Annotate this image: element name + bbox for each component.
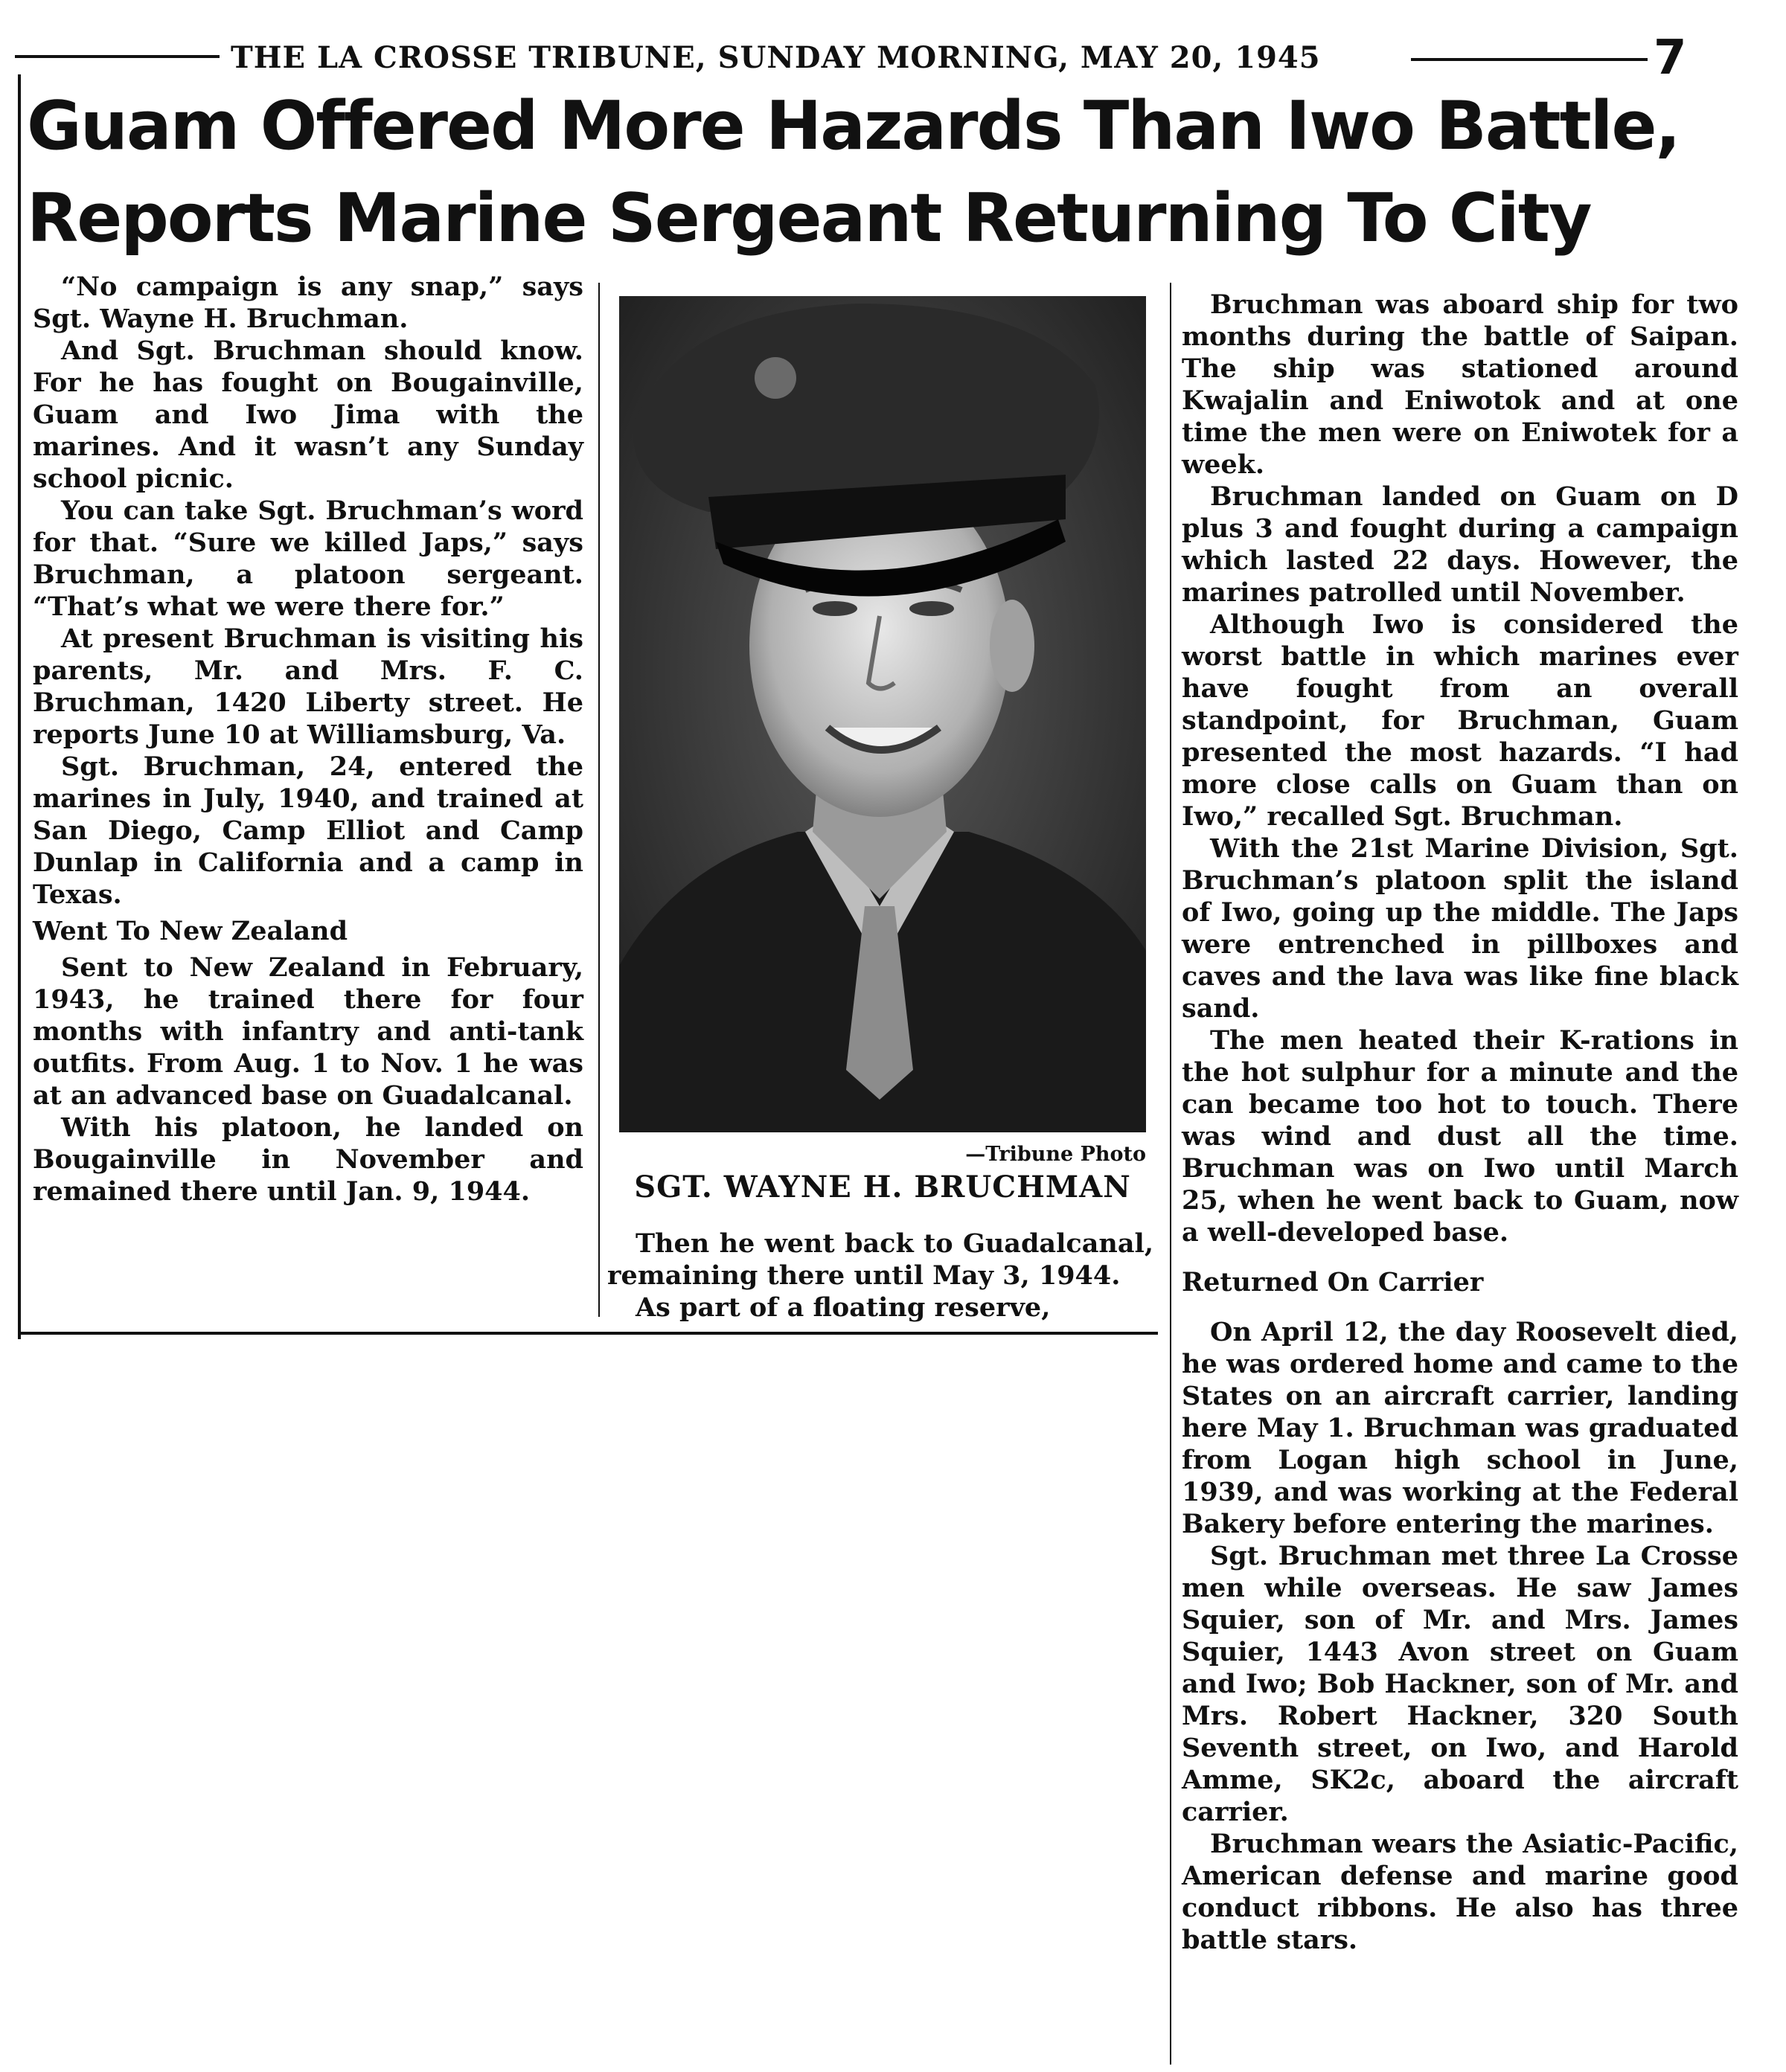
bottom-rule	[21, 1332, 1158, 1335]
paragraph: Bruchman was aboard ship for two months during the battle of Saipan. The ship was stationed around Kwajalin and Eniwotok and at one time the men were on Eniwotek for a week.	[1182, 289, 1738, 480]
column-divider-2	[1170, 283, 1171, 2065]
paragraph: Sgt. Bruchman met three La Crosse men while overseas. He saw James Squier, son of Mr. and Mrs. James Squier, 1443 Avon street on Guam and Iwo; Bob Hackner, son of Mr. and Mrs. Robert Hackner, 320 South Seventh street, on Iwo, and Harold Amme, SK2c, aboard the aircraft carrier.	[1182, 1541, 1738, 1827]
paragraph: As part of a floating reserve,	[636, 1292, 1051, 1323]
paragraph: “No campaign is any snap,” says Sgt. Wayne H. Bruchman.	[33, 272, 583, 334]
portrait-photo	[619, 296, 1146, 1132]
photo-caption: SGT. WAYNE H. BRUCHMAN	[634, 1170, 1131, 1205]
paragraph: The men heated their K-rations in the hot sulphur for a minute and the can became too hot to touch. There was wind and dust all the time. Bruchman was on Iwo until March 25, when he went back to Guam, now a well-developed base.	[1182, 1025, 1738, 1248]
paragraph: Bruchman wears the Asiatic-Pacific, American defense and marine good conduct ribbons. He also has three battle stars.	[1182, 1829, 1738, 1955]
column-divider-1	[598, 283, 600, 1317]
subhead-new-zealand: Went To New Zealand	[33, 916, 348, 946]
dateline-text: THE LA CROSSE TRIBUNE, SUNDAY MORNING, MAY 20, 1945	[231, 40, 1321, 75]
article-column-1	[33, 271, 583, 1207]
paragraph: And Sgt. Bruchman should know. For he has fought on Bougainville, Guam and Iwo Jima with the marines. And it wasn’t any Sunday school picnic.	[33, 336, 583, 494]
paragraph: Sent to New Zealand in February, 1943, he trained there for four months with infantry and anti-tank outfits. From Aug. 1 to Nov. 1 he was at an advanced base on Guadalcanal.	[33, 952, 583, 1111]
dateline	[0, 30, 1786, 86]
photo-credit: —Tribune Photo	[965, 1143, 1146, 1166]
paragraph: Sgt. Bruchman, 24, entered the marines in July, 1940, and trained at San Diego, Camp Elliot and Camp Dunlap in California and a camp in Texas.	[33, 751, 583, 910]
paragraph: You can take Sgt. Bruchman’s word for that. “Sure we killed Japs,” says Bruchman, a platoon sergeant. “That’s what we were there for.”	[33, 495, 583, 622]
portrait-illustration	[619, 296, 1146, 1132]
paragraph: On April 12, the day Roosevelt died, he was ordered home and came to the States on an aircraft carrier, landing here May 1. Bruchman was graduated from Logan high school in June, 1939, and was working at the Federal Bakery before entering the marines.	[1182, 1317, 1738, 1539]
paragraph: Bruchman landed on Guam on D plus 3 and fought during a campaign which lasted 22 days. However, the marines patrolled until November.	[1182, 481, 1738, 608]
paragraph: Although Iwo is considered the worst battle in which marines ever have fought from an overall standpoint, for Bruchman, Guam presented the most hazards. “I had more close calls on Guam than on Iwo,” recalled Sgt. Bruchman.	[1182, 609, 1738, 832]
article-column-3	[1182, 289, 1738, 1956]
paragraph: With his platoon, he landed on Bougainville in November and remained there until Jan. 9, 1944.	[33, 1112, 583, 1207]
subhead-returned-on-carrier: Returned On Carrier	[1182, 1267, 1484, 1298]
paragraph: Then he went back to Guadalcanal, remaining there until May 3, 1944.	[607, 1228, 1153, 1291]
paragraph: With the 21st Marine Division, Sgt. Bruchman’s platoon split the island of Iwo, going up the middle. The Japs were entrenched in pillboxes and caves and the lava was like fine black sand.	[1182, 833, 1738, 1024]
dateline-rule-left	[15, 55, 220, 58]
dateline-rule-right	[1411, 58, 1648, 61]
headline-line-2: Reports Marine Sergeant Returning To City	[27, 179, 1591, 257]
page-number: 7	[1654, 31, 1687, 86]
headline-line-1: Guam Offered More Hazards Than Iwo Battle,	[27, 87, 1680, 165]
left-border-rule	[18, 74, 21, 1339]
paragraph: At present Bruchman is visiting his parents, Mr. and Mrs. F. C. Bruchman, 1420 Liberty street. He reports June 10 at Williamsburg, Va.	[33, 623, 583, 750]
article-column-2	[607, 1228, 1153, 1324]
